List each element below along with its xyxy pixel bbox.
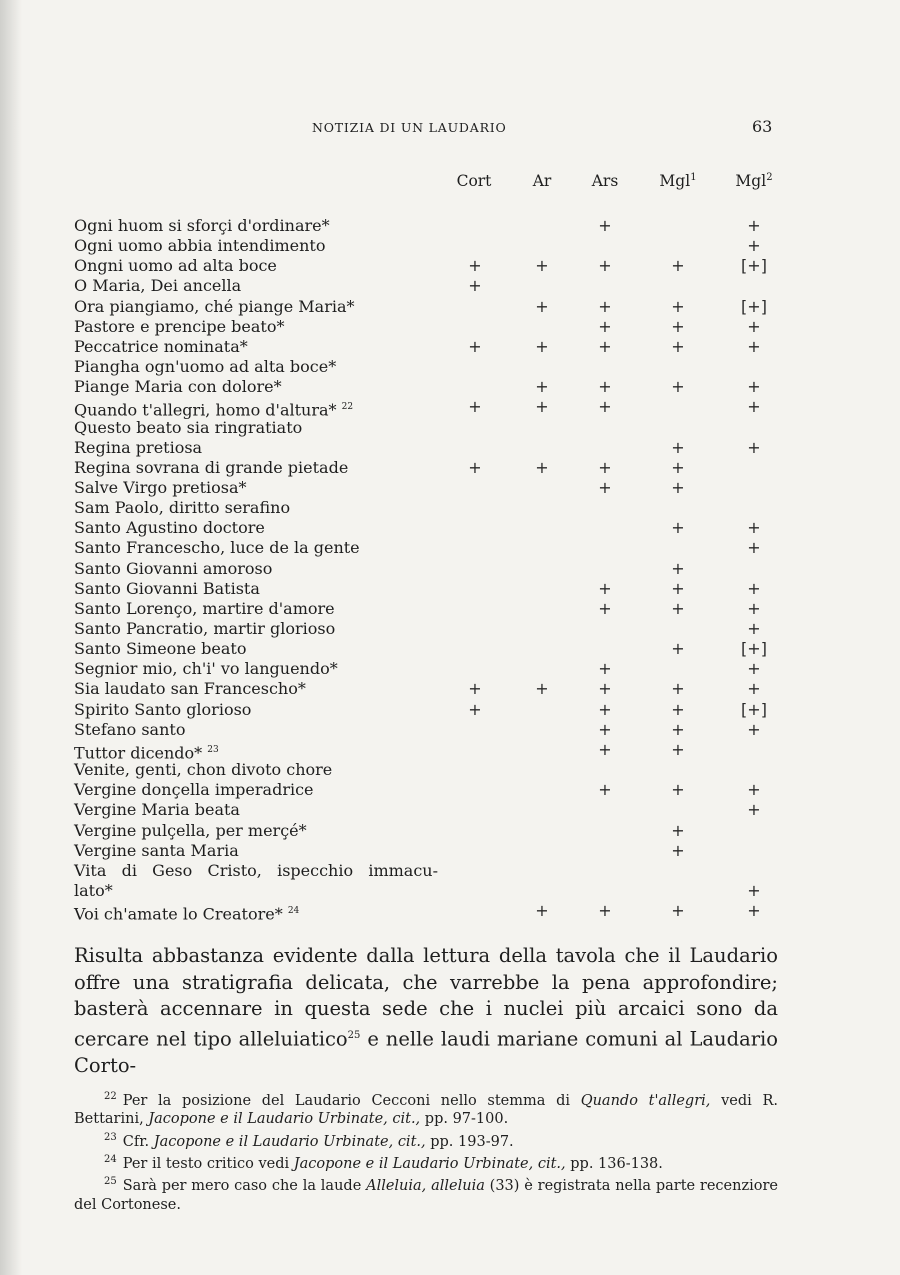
presence-mark-mgl2: +	[747, 800, 761, 820]
table-row	[0, 901, 900, 924]
presence-mark-mgl2: +	[747, 377, 761, 397]
table-row	[0, 256, 900, 276]
footnote-22: $^{22}$ Per la posizione del Laudario Cecconi nello stemma di Quando t'allegri, vedi R. Bettarini, Jacopone e il Laudario Urbinate, cit., pp. 97-100.	[74, 1091, 779, 1128]
presence-mark-cort: +	[468, 699, 482, 719]
presence-mark-ars: +	[598, 739, 612, 759]
laud-title: Santo Lorenço, martire d'amore	[74, 598, 335, 618]
laud-title: Spirito Santo glorioso	[74, 699, 252, 719]
table-row	[0, 458, 900, 478]
table-row	[0, 478, 900, 498]
table-row	[0, 297, 900, 317]
column-header-ar: Ar	[532, 172, 552, 190]
footnote-24: $^{24}$ Per il testo critico vedi Jacopone e il Laudario Urbinate, cit., pp. 136-138.	[104, 1154, 663, 1172]
presence-mark-mgl1: +	[671, 477, 685, 497]
presence-mark-mgl2: +	[747, 437, 761, 457]
presence-mark-ar: +	[535, 457, 549, 477]
presence-mark-mgl2: +	[747, 236, 761, 256]
presence-mark-mgl1: +	[671, 296, 685, 316]
laud-title: Santo Pancratio, martir glorioso	[74, 619, 336, 638]
laud-title: Ongni uomo ad alta boce	[74, 256, 277, 276]
presence-mark-ars: +	[598, 457, 612, 477]
presence-mark-mgl2: +	[747, 780, 761, 800]
laud-title: Stefano santo	[74, 719, 186, 739]
presence-mark-mgl1: +	[671, 820, 685, 840]
table-row	[0, 619, 900, 639]
presence-mark-mgl1: +	[671, 840, 685, 860]
table-row	[0, 538, 900, 558]
presence-mark-mgl2: [+]	[741, 296, 767, 316]
table-row	[0, 317, 900, 337]
presence-mark-ar: +	[535, 256, 549, 276]
presence-mark-mgl1: +	[671, 699, 685, 719]
table-row	[0, 800, 900, 820]
presence-mark-cort: +	[468, 457, 482, 477]
presence-mark-mgl2: +	[747, 316, 761, 336]
page-number: 63	[752, 117, 773, 136]
laud-title: Santo Giovanni Batista	[74, 578, 260, 598]
presence-mark-mgl1: +	[671, 457, 685, 477]
table-row	[0, 599, 900, 619]
laud-title: Regina pretiosa	[74, 437, 203, 457]
presence-mark-ars: +	[598, 699, 612, 719]
presence-mark-mgl1: +	[671, 518, 685, 538]
presence-mark-ars: +	[598, 256, 612, 276]
laud-title: Segnior mio, ch'i' vo languendo*	[74, 659, 338, 679]
laud-title: Pastore e prencipe beato*	[74, 316, 285, 336]
presence-mark-ars: +	[598, 377, 612, 397]
footnote-ref: 22	[341, 402, 354, 413]
laud-title: Ora piangiamo, ché piange Maria*	[74, 296, 355, 316]
presence-mark-ar: +	[535, 397, 549, 417]
presence-mark-ars: +	[598, 216, 612, 235]
footnote-ref-25: 25	[347, 1029, 361, 1041]
table-row	[0, 377, 900, 397]
presence-mark-ars: +	[598, 336, 612, 356]
laud-title: Peccatrice nominata*	[74, 336, 248, 356]
presence-mark-mgl1: +	[671, 739, 685, 759]
table-row	[0, 739, 900, 763]
presence-mark-ars: +	[598, 659, 612, 679]
table-row	[0, 498, 900, 518]
table-row	[0, 276, 900, 296]
table-row	[0, 659, 900, 679]
laud-title: Salve Virgo pretiosa*	[74, 477, 247, 497]
laud-title: Venite, genti, chon divoto chore	[74, 760, 333, 780]
table-row	[0, 559, 900, 579]
column-header-ars: Ars	[591, 172, 619, 190]
presence-mark-cort: +	[468, 256, 482, 276]
presence-mark-ars: +	[598, 598, 612, 618]
presence-mark-ars: +	[598, 397, 612, 417]
footnote-ref: 23	[207, 744, 219, 755]
laud-title: Vergine pulçella, per merçé*	[74, 820, 307, 840]
table-row	[0, 418, 900, 438]
presence-mark-ar: +	[535, 336, 549, 356]
laud-title: Vergine Maria beata	[74, 800, 240, 820]
presence-mark-mgl1: +	[671, 780, 685, 800]
presence-mark-mgl2: +	[747, 619, 761, 638]
presence-mark-mgl1: +	[671, 901, 685, 921]
column-header-mgl2: Mgl$^2$	[735, 172, 773, 191]
laud-title: Questo beato sia ringratiato	[74, 417, 303, 437]
laud-title: Tuttor dicendo* $^{23}$	[74, 743, 219, 763]
presence-mark-ar: +	[535, 679, 549, 699]
table-row	[0, 337, 900, 357]
presence-mark-mgl1: +	[671, 437, 685, 457]
laud-title: Sam Paolo, diritto serafino	[74, 498, 291, 518]
laud-title: Voi ch'amate lo Creatore* $^{24}$	[74, 904, 300, 924]
presence-mark-mgl2: +	[747, 518, 761, 538]
presence-mark-ars: +	[598, 679, 612, 699]
presence-mark-ars: +	[598, 780, 612, 800]
table-row	[0, 357, 900, 377]
laud-title: Ogni uomo abbia intendimento	[74, 236, 326, 256]
running-head	[0, 117, 900, 142]
presence-mark-mgl2: [+]	[741, 256, 767, 276]
presence-mark-cort: +	[468, 679, 482, 699]
table-row	[0, 720, 900, 740]
laud-title: Santo Agustino doctore	[74, 518, 265, 538]
presence-mark-mgl1: +	[671, 558, 685, 578]
running-title: NOTIZIA DI UN LAUDARIO	[312, 120, 507, 135]
laud-title: Sia laudato san Francescho*	[74, 679, 306, 699]
laud-title: Piange Maria con dolore*	[74, 377, 282, 397]
presence-mark-mgl2: +	[747, 719, 761, 739]
laud-title: lato*	[74, 880, 113, 900]
body-paragraph: Risulta abbastanza evidente dalla lettura della tavola che il Laudario offre una stratigrafia delicata, che varrebbe la pena approfondire; basterà accennare in questa sede che i nuclei più arcaici sono da cercare nel tipo alleluiatico$^{25}$ e nelle laudi mariane comuni al Laudario Corto-	[74, 944, 779, 1077]
presence-mark-mgl1: +	[671, 377, 685, 397]
table-row	[0, 639, 900, 659]
laud-title: Piangha ogn'uomo ad alta boce*	[74, 357, 337, 377]
presence-mark-cort: +	[468, 336, 482, 356]
laud-title: Santo Francescho, luce de la gente	[74, 538, 360, 558]
presence-mark-mgl1: +	[671, 578, 685, 598]
footnote-23: $^{23}$ Cfr. Jacopone e il Laudario Urbinate, cit., pp. 193-97.	[104, 1131, 514, 1150]
presence-mark-mgl2: +	[747, 901, 761, 921]
presence-mark-ar: +	[535, 377, 549, 397]
table-row	[0, 861, 900, 881]
table-row	[0, 579, 900, 599]
table-row	[0, 841, 900, 861]
presence-mark-mgl2: +	[747, 880, 761, 900]
presence-mark-mgl2: [+]	[741, 699, 767, 719]
table-row	[0, 821, 900, 841]
presence-mark-mgl2: +	[747, 216, 761, 235]
table-row	[0, 760, 900, 780]
footnote-25: $^{25}$ Sarà per mero caso che la laude Alleluia, alleluia (33) è registrata nella parte recenziore del Cortonese.	[74, 1176, 778, 1213]
column-header-cort: Cort	[456, 172, 492, 190]
presence-mark-mgl2: +	[747, 659, 761, 679]
laud-title: O Maria, Dei ancella	[74, 276, 242, 296]
presence-mark-mgl1: +	[671, 639, 685, 659]
presence-mark-mgl2: +	[747, 598, 761, 618]
laud-title: Vergine donçella imperadrice	[74, 780, 314, 800]
table-row	[0, 216, 900, 236]
laud-title: Vergine santa Maria	[74, 840, 239, 860]
table-row	[0, 881, 900, 901]
table-row	[0, 700, 900, 720]
presence-mark-mgl2: +	[747, 397, 761, 417]
presence-mark-mgl2: +	[747, 538, 761, 558]
footnotes	[74, 1088, 778, 1214]
presence-mark-ar: +	[535, 296, 549, 316]
presence-mark-mgl1: +	[671, 336, 685, 356]
table-row	[0, 236, 900, 256]
presence-mark-ars: +	[598, 296, 612, 316]
table-row	[0, 397, 900, 420]
presence-mark-mgl2: +	[747, 578, 761, 598]
presence-mark-mgl1: +	[671, 256, 685, 276]
presence-mark-ars: +	[598, 578, 612, 598]
laud-title: Regina sovrana di grande pietade	[74, 457, 349, 477]
table-row	[0, 780, 900, 800]
laud-title: Vita di Geso Cristo, ispecchio immacu-	[74, 860, 438, 880]
laud-title: Santo Simeone beato	[74, 639, 247, 659]
presence-mark-mgl1: +	[671, 316, 685, 336]
presence-mark-mgl2: [+]	[741, 639, 767, 659]
laud-title: Santo Giovanni amoroso	[74, 558, 273, 578]
presence-mark-mgl2: +	[747, 336, 761, 356]
column-header-mgl1: Mgl$^1$	[659, 172, 697, 191]
presence-mark-ars: +	[598, 477, 612, 497]
presence-mark-cort: +	[468, 397, 482, 417]
presence-mark-ars: +	[598, 719, 612, 739]
presence-mark-ars: +	[598, 901, 612, 921]
presence-mark-mgl1: +	[671, 598, 685, 618]
footnote-ref: 24	[287, 906, 300, 917]
table-row	[0, 438, 900, 458]
laud-title: Quando t'allegri, homo d'altura* $^{22}$	[74, 400, 354, 420]
table-row	[0, 518, 900, 538]
presence-mark-mgl2: +	[747, 679, 761, 699]
laud-title: Ogni huom si sforçi d'ordinare*	[74, 216, 330, 235]
presence-mark-mgl1: +	[671, 679, 685, 699]
presence-mark-mgl1: +	[671, 719, 685, 739]
table-row	[0, 679, 900, 699]
presence-mark-ar: +	[535, 901, 549, 921]
presence-mark-ars: +	[598, 316, 612, 336]
presence-mark-cort: +	[468, 276, 482, 296]
